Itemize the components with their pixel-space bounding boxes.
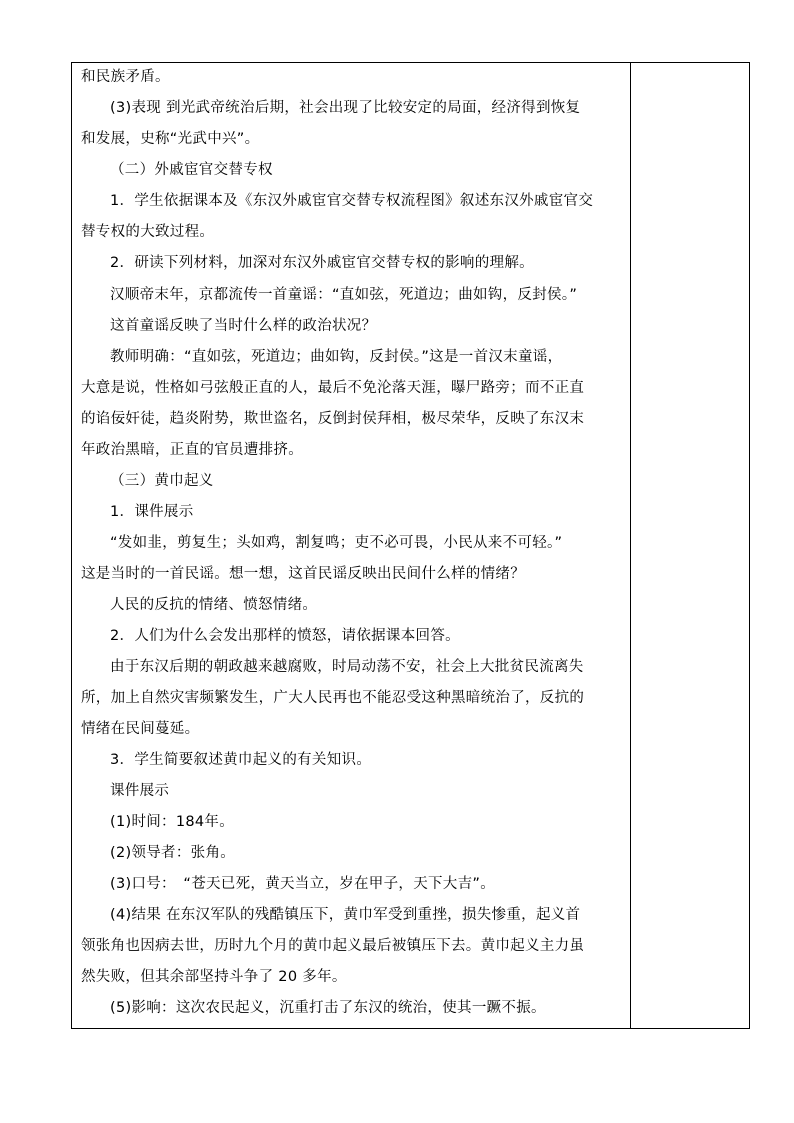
text-line: (3)口号： “苍天已死，黄天当立，岁在甲子，天下大吉”。 (110, 876, 496, 892)
text-line: 然失败，但其余部坚持斗争了 20 多年。 (81, 969, 347, 985)
text-line: 替专权的大致过程。 (81, 224, 215, 240)
text-line: 由于东汉后期的朝政越来越腐败，时局动荡不安，社会上大批贫民流离失 (110, 659, 584, 675)
text-line: 人民的反抗的情绪、愤怒情绪。 (110, 597, 318, 613)
text-line: 年政治黑暗，正直的官员遭排挤。 (81, 442, 303, 458)
text-line: 2．人们为什么会发出那样的愤怒，请依据课本回答。 (110, 628, 460, 644)
section-heading: （三）黄巾起义 (110, 473, 214, 489)
text-line: 情绪在民间蔓延。 (81, 721, 200, 737)
text-line: (4)结果 在东汉军队的残酷镇压下，黄巾军受到重挫，损失惨重，起义首 (110, 907, 581, 923)
lesson-table (71, 62, 750, 1029)
section-heading: （二）外戚宦官交替专权 (110, 162, 273, 178)
text-line: 2．研读下列材料，加深对东汉外戚宦官交替专权的影响的理解。 (110, 255, 534, 271)
text-line: 教师明确：“直如弦，死道边；曲如钩，反封侯。”这是一首汉末童谣， (110, 349, 563, 365)
text-line: (5)影响：这次农民起义，沉重打击了东汉的统治，使其一蹶不振。 (110, 1000, 546, 1016)
text-line: 这是当时的一首民谣。想一想，这首民谣反映出民间什么样的情绪？ (81, 566, 525, 582)
text-line: 大意是说，性格如弓弦般正直的人，最后不免沦落天涯，曝尸路旁；而不正直 (81, 380, 585, 396)
text-line: 1．学生依据课本及《东汉外戚宦官交替专权流程图》叙述东汉外戚宦官交 (110, 193, 594, 209)
text-line: (2)领导者：张角。 (110, 845, 236, 861)
text-line: (1)时间：184年。 (110, 814, 235, 830)
text-line: 的谄佞奸徒，趋炎附势，欺世盗名，反倒封侯拜相，极尽荣华，反映了东汉末 (81, 411, 585, 427)
notes-cell (631, 63, 749, 1028)
text-line: 课件展示 (110, 783, 170, 799)
text-line: 和发展，史称“光武中兴”。 (81, 131, 260, 147)
text-line: (3)表现 到光武帝统治后期，社会出现了比较安定的局面，经济得到恢复 (110, 100, 581, 116)
text-line: 所，加上自然灾害频繁发生，广大人民再也不能忍受这种黑暗统治了，反抗的 (81, 690, 585, 706)
text-line: 这首童谣反映了当时什么样的政治状况？ (110, 318, 377, 334)
text-line: 汉顺帝末年，京都流传一首童谣：“直如弦，死道边；曲如钩，反封侯。” (110, 287, 578, 303)
text-line: “发如韭，剪复生；头如鸡，割复鸣；吏不必可畏，小民从来不可轻。” (110, 535, 563, 551)
text-line: 1．课件展示 (110, 504, 194, 520)
text-line: 和民族矛盾。 (81, 69, 170, 85)
content-cell (72, 63, 630, 1028)
text-line: 3．学生简要叙述黄巾起义的有关知识。 (110, 752, 372, 768)
text-line: 领张角也因病去世，历时九个月的黄巾起义最后被镇压下去。黄巾起义主力虽 (81, 938, 585, 954)
